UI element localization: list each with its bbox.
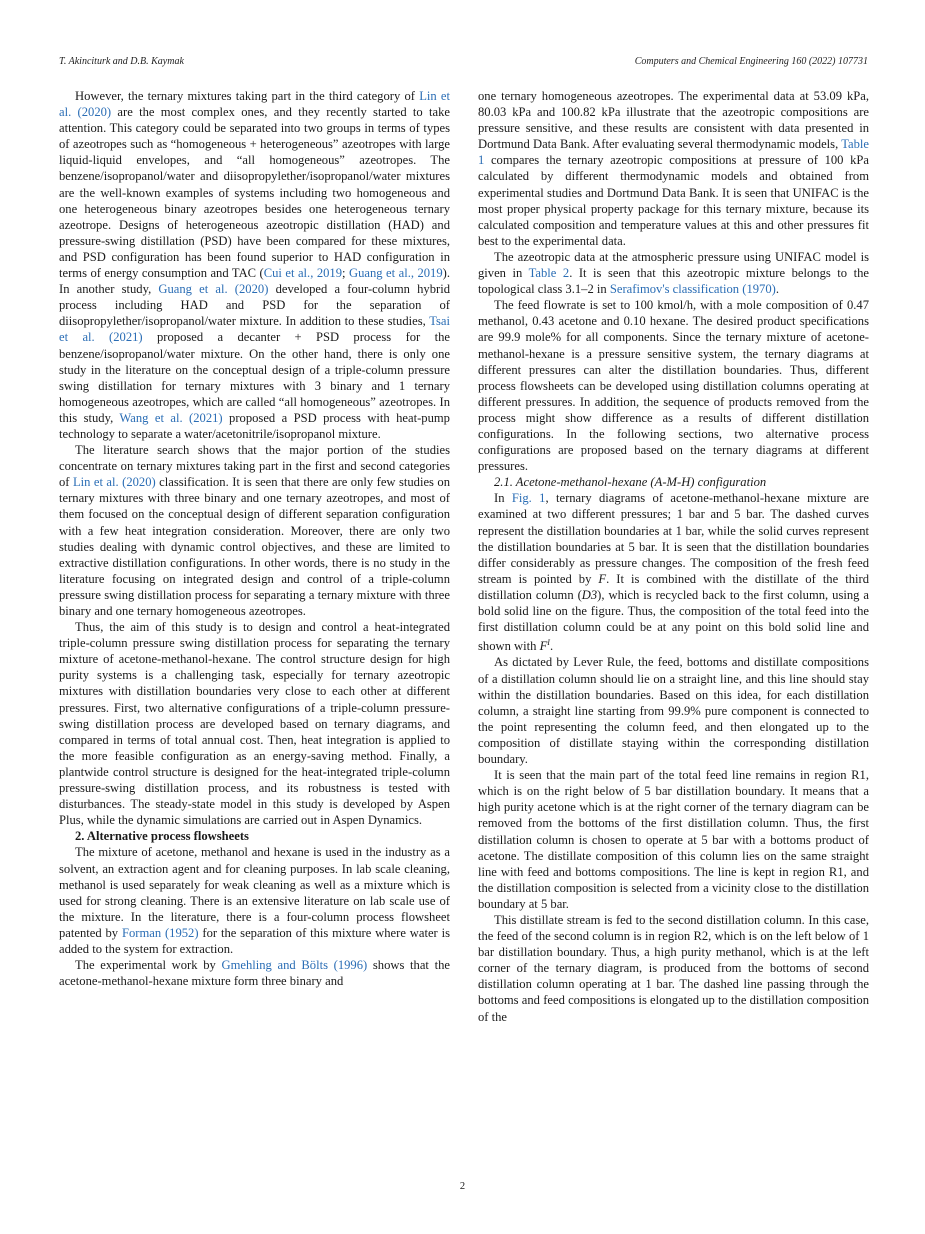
citation-link[interactable]: Serafimov's classification (1970): [609, 282, 776, 297]
citation-link[interactable]: Lin et al. (2020): [72, 475, 156, 490]
citation-link[interactable]: Table 1: [478, 137, 869, 168]
citation-link[interactable]: Forman (1952): [121, 925, 199, 940]
header-authors: T. Akinciturk and D.B. Kaymak: [59, 56, 184, 67]
citation-link[interactable]: Table 2: [528, 266, 570, 281]
section-heading: 2. Alternative process flowsheets: [75, 829, 249, 844]
citation-link[interactable]: Tsai et al. (2021): [59, 314, 450, 345]
right-column: [478, 88, 869, 1025]
citation-link[interactable]: Wang et al. (2021): [119, 410, 223, 425]
paragraph: The mixture of acetone, methanol and hexane is used in the industry as a solvent, an extraction agent and for cleaning purposes. In lab scale cleaning, methanol is used separately for weak cleaning as well as a mixture which is used for strong cleaning. There is an extensive literature on lab scale use of the mixture. In the literature, there is a four-column process flowsheet patented by Forman (1952) for the separation of this mixture where water is added to the system for extraction.: [59, 845, 450, 956]
citation-link[interactable]: Guang et al., 2019: [349, 266, 443, 281]
paragraph: one ternary homogeneous azeotropes. The experimental data at 53.09 kPa, 80.03 kPa and 100.82 kPa illustrate that the azeotropic compositions are pressure sensitive, and these results are consistent with data presented in Dortmund Data Bank. After evaluating several thermodynamic models, Table 1 compares the ternary azeotropic compositions at pressure of 100 kPa calculated by different thermodynamic models and obtained from experimental studies and Dortmund Data Bank. It is seen that UNIFAC is the most proper physical property package for this ternary mixture, because its calculated composition and temperature values at this and other pressures fit best to the experimental data.: [478, 89, 869, 248]
running-header: [59, 56, 868, 67]
italic-symbol: F: [598, 571, 607, 586]
paragraph: However, the ternary mixtures taking part in the third category of Lin et al. (2020) are the most complex ones, and they recently started to take attention. This category could be separated into two groups in terms of types of azeotropes such as “homogeneous + heterogeneous” azeotropes with large liquid-liquid envelopes, and “all homogeneous” azeotropes. The benzene/isopropanol/water and diisopropylether/isopropanol/water mixtures are the well-known examples of systems including two homogeneous and one heterogeneous binary azeotropes besides one heterogeneous ternary azeotrope. Designs of heterogeneous azeotropic distillation (HAD) and pressure-swing distillation (PSD) have been compared for these mixtures, and PSD configuration has been found superior to HAD configuration in terms of energy consumption and TAC (Cui et al., 2019; Guang et al., 2019). In another study, Guang et al. (2020) developed a four-column hybrid process including HAD and PSD for the separation of diisopropylether/isopropanol/water mixture. In addition to these studies, Tsai et al. (2021) proposed a decanter + PSD process for the benzene/isopropanol/water mixture. On the other hand, there is only one study in the literature on the conceptual design of a triple-column pressure swing distillation for ternary mixtures with 3 binary and 1 ternary homogeneous azeotropes, which are called “all homogeneous” azeotropes. In this study, Wang et al. (2021) proposed a PSD process with heat-pump technology to separate a water/acetonitrile/isopropanol mixture.: [59, 89, 451, 441]
paragraph: The azeotropic data at the atmospheric pressure using UNIFAC model is given in Table 2. It is seen that this azeotropic mixture belongs to the topological class 3.1–2 in Serafimov's classification (1970).: [478, 249, 869, 297]
citation-link[interactable]: Guang et al. (2020): [158, 282, 269, 297]
citation-link[interactable]: Cui et al., 2019: [263, 266, 343, 281]
paragraph: It is seen that the main part of the total feed line remains in region R1, which is on the right below of 5 bar distillation boundary. It means that a high purity acetone which is at the right corner of the ternary diagram can be removed from the bottoms of the first distillation column. Thus, the first distillation column is chosen to operate at 5 bar with a bottoms product of acetone. The distillate composition of this column lies on the same straight line with feed and bottoms compositions. The line is kept in region R1, and the distillation composition is selected from a vicinity close to the distillation boundary at 5 bar.: [478, 768, 869, 911]
paragraph: The experimental work by Gmehling and Bölts (1996) shows that the acetone-methanol-hexane mixture form three binary and: [59, 958, 450, 989]
italic-symbol: $F^I$: [539, 638, 550, 654]
header-journal: Computers and Chemical Engineering 160 (2022) 107731: [634, 56, 868, 67]
citation-link[interactable]: Lin et al. (2020): [59, 89, 450, 120]
paragraph: As dictated by Lever Rule, the feed, bottoms and distillate compositions of a distillation column should lie on a straight line, and this line should stay within the distillation boundaries. Based on this idea, for each distillation column, a straight line starting from 99.9% pure component is connected to the point representing the column feed, and then elongated up to the composition of distillate staying within the corresponding distillation boundary.: [478, 655, 869, 767]
italic-symbol: D3: [581, 587, 598, 602]
left-column: [59, 88, 450, 989]
citation-link[interactable]: Gmehling and Bölts (1996): [221, 958, 368, 973]
paragraph: The feed flowrate is set to 100 kmol/h, with a mole composition of 0.47 methanol, 0.43 acetone and 0.10 hexane. The desired product specifications are 99.9 mole% for all components. Since the ternary mixture of acetone-methanol-hexane is a pressure sensitive system, the ternary diagrams at different pressures can alter the distillation boundaries. Thus, different process flowsheets can be developed using distillation columns operating at different pressures. In addition, the sequence of products removed from the process might show difference as a results of different distillation configurations. In the following sections, two alternative process configurations are proposed based on the ternary diagrams at different pressures.: [478, 298, 869, 474]
citation-link[interactable]: Fig. 1: [511, 491, 546, 506]
subsection-heading: 2.1. Acetone-methanol-hexane (A-M-H) configuration: [494, 475, 767, 490]
paragraph: Thus, the aim of this study is to design and control a heat-integrated triple-column pressure swing distillation process for separating the ternary mixture of acetone-methanol-hexane. The control structure design for high purity systems is a challenging task, especially for ternary azeotropic mixtures with distillation boundaries very close to each other at different pressures. First, two alternative configurations of a triple-column pressure-swing distillation process are developed based on ternary diagrams, and compared in terms of total annual cost. Then, heat integration is applied to the more feasible configuration as an energy-saving method. Finally, a plantwide control structure is designed for the heat-integrated triple-column pressure-swing distillation process, and its robustness is tested with disturbances. The steady-state model in this study is developed by Aspen Plus, while the dynamic simulations are carried out in Aspen Dynamics.: [59, 620, 450, 828]
paragraph: The literature search shows that the major portion of the studies concentrate on ternary mixtures taking part in the first and second categories of Lin et al. (2020) classification. It is seen that there are only few studies on ternary mixtures with three binary and one ternary azeotropes, and most of them focused on the conceptual design of different separation configuration with a few heat integration consideration. Moreover, there are only two studies dealing with dynamic control objectives, and these are limited to extractive distillation configurations. In other words, there is no study in the literature focusing on integrated design and control of a triple-column pressure swing distillation process for separating a ternary mixture with three binary and one ternary homogeneous azeotropes.: [59, 443, 451, 618]
page-number: 2: [459, 1181, 466, 1192]
paragraph: In Fig. 1, ternary diagrams of acetone-methanol-hexane mixture are examined at two different pressures; 1 bar and 5 bar. The dashed curves represent the distillation boundaries at 1 bar, while the solid curves represent the distillation boundaries at 5 bar. It is seen that the distillation boundaries differ considerably as pressure changes. The composition of the fresh feed stream is pointed by F. It is combined with the distillate of the third distillation column (D3), which is recycled back to the first column, using a bold solid line on the figure. Thus, the composition of the total feed into the first distillation column could be at any point on this bold solid line and shown with $F^I$.: [478, 491, 870, 654]
paragraph: This distillate stream is fed to the second distillation column. In this case, the feed of the second column is in region R2, which is on the left below of 1 bar distillation boundary. Thus, a high purity methanol, which is at the left corner of the ternary diagram, is produced from the bottoms of second distillation column operating at 1 bar. The dashed line passing through the bottoms and feed compositions is elongated up to the distillation composition of the: [478, 912, 869, 1024]
